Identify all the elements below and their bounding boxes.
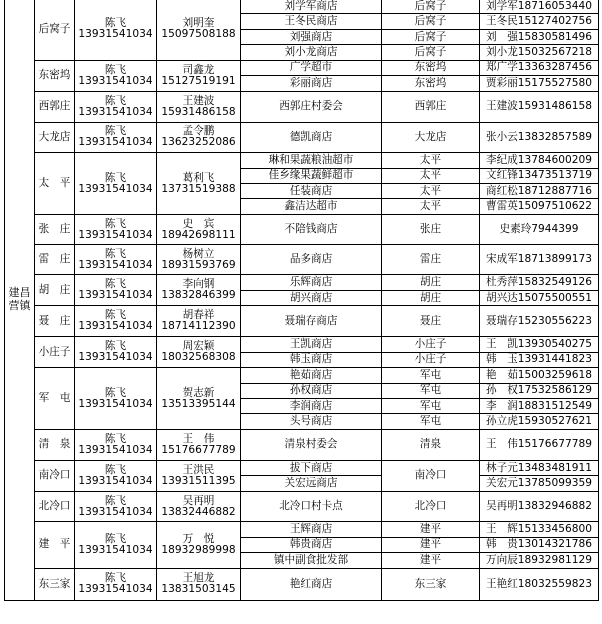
store-name-cell: 韩玉商店: [241, 352, 382, 367]
village-name-cell: 北冷口: [35, 491, 75, 522]
village-name-cell: 胡 庄: [35, 275, 75, 306]
store-owner-cell: 文红锋13473513719: [480, 168, 599, 183]
store-location-cell: 军屯: [382, 414, 480, 429]
store-owner-cell: 曹雷英15097510622: [480, 199, 599, 214]
official-phone: 13931541034: [78, 28, 153, 41]
village-head-cell: [157, 368, 241, 430]
store-owner-cell: 胡兴达15075500551: [480, 290, 599, 305]
village-official-cell: [75, 429, 157, 460]
store-name-cell: 王辉商店: [241, 522, 382, 537]
store-location-cell: 军屯: [382, 368, 480, 383]
store-name-cell: 韩贵商店: [241, 537, 382, 552]
store-location-cell: 后窝子: [382, 14, 480, 29]
table-row: [5, 0, 599, 14]
official-name: 陈飞: [104, 532, 127, 545]
store-location-cell: 后窝子: [382, 0, 480, 14]
store-owner-cell: 艳 茹15003259618: [480, 368, 599, 383]
village-official-cell: [75, 60, 157, 91]
store-name-cell: 胡兴商店: [241, 290, 382, 305]
village-head-cell: [157, 337, 241, 368]
store-name-cell: 王冬民商店: [241, 14, 382, 29]
store-name-cell: 琳和果蔬粮油超市: [241, 153, 382, 168]
official-phone: 13931541034: [78, 505, 153, 518]
village-official-cell: [75, 368, 157, 430]
official-phone: 13931541034: [78, 289, 153, 302]
table-row: [5, 153, 599, 168]
store-owner-cell: 韩 贵13014321786: [480, 537, 599, 552]
official-phone: 13931541034: [78, 182, 153, 195]
head-name: 司鑫龙: [182, 63, 215, 76]
official-name: 陈飞: [104, 432, 127, 445]
official-phone: 13931541034: [78, 105, 153, 118]
store-name-cell: 李润商店: [241, 399, 382, 414]
store-owner-cell: 万向辰18932981129: [480, 553, 599, 568]
head-name: 杨树立: [182, 247, 215, 260]
official-name: 陈飞: [104, 494, 127, 507]
head-phone: 15127519191: [161, 74, 236, 87]
official-phone: 13931541034: [78, 397, 153, 410]
store-location-cell: 小庄子: [382, 352, 480, 367]
village-head-cell: [157, 522, 241, 568]
village-name-cell: 清 泉: [35, 429, 75, 460]
table-row: [5, 522, 599, 537]
head-name: 葛利飞: [182, 171, 215, 184]
store-location-cell: 东密坞: [382, 60, 480, 75]
table-row: [5, 460, 599, 475]
head-phone: 18932989998: [161, 543, 236, 556]
table-row: [5, 214, 599, 245]
store-name-cell: 刘学军商店: [241, 0, 382, 14]
village-official-cell: [75, 306, 157, 337]
table-row: [5, 368, 599, 383]
official-name: 陈飞: [104, 171, 127, 184]
head-phone: 18032568308: [161, 351, 236, 364]
official-name: 陈飞: [104, 17, 127, 30]
head-name: 李向钢: [182, 278, 215, 291]
store-location-cell: 东密坞: [382, 76, 480, 91]
table-row: [5, 306, 599, 337]
store-name-cell: 聂瑞存商店: [241, 306, 382, 337]
official-phone: 13931541034: [78, 74, 153, 87]
town-cell: [5, 0, 35, 600]
head-name: 周宏颖: [182, 340, 215, 353]
head-name: 孟令鹏: [182, 125, 215, 138]
store-owner-cell: 郑广学13363287456: [480, 60, 599, 75]
village-name-cell: 太 平: [35, 153, 75, 215]
store-name-cell: 佳乡缘果蔬鲜超市: [241, 168, 382, 183]
store-name-cell: 拔下商店: [241, 460, 382, 475]
official-phone: 13931541034: [78, 228, 153, 241]
store-owner-cell: 孙 权17532586129: [480, 383, 599, 398]
store-owner-cell: 刘小龙15032567218: [480, 45, 599, 60]
head-name: 胡春祥: [182, 309, 215, 322]
official-name: 陈飞: [104, 340, 127, 353]
store-name-cell: 镇中副食批发部: [241, 553, 382, 568]
store-name-cell: 北冷口村卡点: [241, 491, 382, 522]
village-official-cell: [75, 122, 157, 153]
village-head-cell: [157, 306, 241, 337]
head-phone: 13831503145: [161, 583, 236, 596]
head-phone: 13623252086: [161, 136, 236, 149]
village-official-cell: [75, 91, 157, 122]
head-phone: 13513395144: [161, 397, 236, 410]
store-contact-table: [4, 0, 599, 601]
store-name-cell: 鑫洁达超市: [241, 199, 382, 214]
head-phone: 13931511395: [161, 474, 236, 487]
village-official-cell: [75, 275, 157, 306]
store-owner-cell: 王艳红18032559823: [480, 568, 599, 600]
head-phone: 15176677789: [161, 443, 236, 456]
head-phone: 18714112390: [161, 320, 236, 333]
village-official-cell: [75, 214, 157, 245]
store-owner-cell: 宋成军18713899173: [480, 245, 599, 275]
official-phone: 13931541034: [78, 320, 153, 333]
store-owner-cell: 王 辉15133456800: [480, 522, 599, 537]
official-phone: 13931541034: [78, 258, 153, 271]
head-phone: 15097508188: [161, 28, 236, 41]
store-location-cell: 小庄子: [382, 337, 480, 352]
head-name: 史 宾: [182, 217, 215, 230]
store-location-cell: 后窝子: [382, 29, 480, 44]
store-owner-cell: 商红松18712887716: [480, 184, 599, 199]
table-row: [5, 337, 599, 352]
store-owner-cell: 李纪成13784600209: [480, 153, 599, 168]
store-location-cell: 北冷口: [382, 491, 480, 522]
store-name-cell: 不陪钱商店: [241, 214, 382, 245]
village-name-cell: 军 屯: [35, 368, 75, 430]
official-name: 陈飞: [104, 463, 127, 476]
store-name-cell: 任装商店: [241, 184, 382, 199]
store-location-cell: 聂庄: [382, 306, 480, 337]
store-location-cell: 太平: [382, 199, 480, 214]
store-location-cell: 张庄: [382, 214, 480, 245]
table-row: [5, 245, 599, 275]
store-name-cell: 王凯商店: [241, 337, 382, 352]
store-name-cell: 清泉村委会: [241, 429, 382, 460]
store-name-cell: 德凯商店: [241, 122, 382, 153]
village-official-cell: [75, 491, 157, 522]
village-official-cell: [75, 522, 157, 568]
official-name: 陈飞: [104, 278, 127, 291]
store-owner-cell: 孙立虎15930527621: [480, 414, 599, 429]
village-head-cell: [157, 460, 241, 491]
official-name: 陈飞: [104, 309, 127, 322]
official-name: 陈飞: [104, 94, 127, 107]
store-name-cell: 乐辉商店: [241, 275, 382, 290]
village-name-cell: 西郭庄: [35, 91, 75, 122]
store-location-cell: 军屯: [382, 383, 480, 398]
store-name-cell: 孙权商店: [241, 383, 382, 398]
village-name-cell: 后窝子: [35, 0, 75, 60]
head-name: 王建波: [182, 94, 215, 107]
official-phone: 13931541034: [78, 474, 153, 487]
head-name: 刘明奎: [182, 17, 215, 30]
official-name: 陈飞: [104, 63, 127, 76]
store-owner-cell: 刘 强15830581496: [480, 29, 599, 44]
village-head-cell: [157, 122, 241, 153]
store-owner-cell: 王建波15931486158: [480, 91, 599, 122]
store-owner-cell: 王 凯13930540275: [480, 337, 599, 352]
village-official-cell: [75, 0, 157, 60]
head-name: 吴再明: [182, 494, 215, 507]
table-row: [5, 122, 599, 153]
head-name: 万 悦: [182, 532, 215, 545]
store-location-cell: 西郭庄: [382, 91, 480, 122]
store-location-cell: 清泉: [382, 429, 480, 460]
village-head-cell: [157, 0, 241, 60]
village-name-cell: 小庄子: [35, 337, 75, 368]
store-location-cell: 后窝子: [382, 45, 480, 60]
village-head-cell: [157, 491, 241, 522]
store-location-cell: 胡庄: [382, 275, 480, 290]
store-owner-cell: 林子元13483481911: [480, 460, 599, 475]
store-location-cell: 太平: [382, 184, 480, 199]
store-owner-cell: 李 润18831512549: [480, 399, 599, 414]
store-name-cell: 关宏远商店: [241, 476, 382, 491]
head-phone: 18942698111: [161, 228, 236, 241]
table-row: [5, 568, 599, 600]
village-name-cell: 聂 庄: [35, 306, 75, 337]
village-head-cell: [157, 245, 241, 275]
store-location-cell: 胡庄: [382, 290, 480, 305]
head-name: 贺志新: [182, 386, 215, 399]
village-official-cell: [75, 337, 157, 368]
village-name-cell: 雷 庄: [35, 245, 75, 275]
village-head-cell: [157, 60, 241, 91]
village-name-cell: 南冷口: [35, 460, 75, 491]
official-name: 陈飞: [104, 217, 127, 230]
store-location-cell: 建平: [382, 522, 480, 537]
store-owner-cell: 关宏元13785099359: [480, 476, 599, 491]
store-name-cell: 艳茹商店: [241, 368, 382, 383]
village-official-cell: [75, 460, 157, 491]
head-phone: 13832846399: [161, 289, 236, 302]
town-label: 建昌营镇: [8, 286, 31, 313]
official-name: 陈飞: [104, 572, 127, 585]
head-phone: 18931593769: [161, 258, 236, 271]
village-name-cell: 东密坞: [35, 60, 75, 91]
village-official-cell: [75, 245, 157, 275]
head-phone: 13731519388: [161, 182, 236, 195]
table-row: [5, 275, 599, 290]
store-name-cell: 西郭庄村委会: [241, 91, 382, 122]
village-head-cell: [157, 275, 241, 306]
village-name-cell: 建 平: [35, 522, 75, 568]
table-row: [5, 429, 599, 460]
head-name: 王洪民: [182, 463, 215, 476]
store-location-cell: 大龙店: [382, 122, 480, 153]
store-name-cell: 刘小龙商店: [241, 45, 382, 60]
official-phone: 13931541034: [78, 136, 153, 149]
table-row: [5, 491, 599, 522]
store-owner-cell: 杜秀萍15832549126: [480, 275, 599, 290]
village-head-cell: [157, 153, 241, 215]
store-owner-cell: 王 伟15176677789: [480, 429, 599, 460]
store-name-cell: 彩丽商店: [241, 76, 382, 91]
village-name-cell: 张 庄: [35, 214, 75, 245]
store-location-cell: 东三家: [382, 568, 480, 600]
store-name-cell: 头号商店: [241, 414, 382, 429]
store-location-cell: 南冷口: [382, 460, 480, 491]
table-row: [5, 60, 599, 75]
store-owner-cell: 吴再明13832946882: [480, 491, 599, 522]
village-name-cell: 东三家: [35, 568, 75, 600]
village-head-cell: [157, 429, 241, 460]
store-name-cell: 广学超市: [241, 60, 382, 75]
village-head-cell: [157, 91, 241, 122]
store-location-cell: 雷庄: [382, 245, 480, 275]
head-name: 王旭龙: [182, 572, 215, 585]
official-phone: 13931541034: [78, 351, 153, 364]
head-phone: 15931486158: [161, 105, 236, 118]
village-head-cell: [157, 214, 241, 245]
store-name-cell: 品多商店: [241, 245, 382, 275]
store-owner-cell: 张小云13832857589: [480, 122, 599, 153]
store-owner-cell: 贾彩丽15175527580: [480, 76, 599, 91]
village-name-cell: 大龙店: [35, 122, 75, 153]
store-name-cell: 艳红商店: [241, 568, 382, 600]
store-owner-cell: 史素玲7944399: [480, 214, 599, 245]
head-phone: 13832446882: [161, 505, 236, 518]
store-location-cell: 建平: [382, 553, 480, 568]
store-location-cell: 建平: [382, 537, 480, 552]
store-location-cell: 太平: [382, 153, 480, 168]
village-head-cell: [157, 568, 241, 600]
table-row: [5, 91, 599, 122]
official-phone: 13931541034: [78, 543, 153, 556]
store-owner-cell: 韩 玉13931441823: [480, 352, 599, 367]
official-phone: 13931541034: [78, 583, 153, 596]
store-name-cell: 刘强商店: [241, 29, 382, 44]
store-location-cell: 军屯: [382, 399, 480, 414]
official-phone: 13931541034: [78, 443, 153, 456]
official-name: 陈飞: [104, 247, 127, 260]
store-owner-cell: 王冬民15127402756: [480, 14, 599, 29]
store-owner-cell: 刘学军18716053440: [480, 0, 599, 14]
store-location-cell: 太平: [382, 168, 480, 183]
official-name: 陈飞: [104, 386, 127, 399]
head-name: 王 伟: [182, 432, 215, 445]
village-official-cell: [75, 568, 157, 600]
store-owner-cell: 聂瑞存15230556223: [480, 306, 599, 337]
village-official-cell: [75, 153, 157, 215]
official-name: 陈飞: [104, 125, 127, 138]
